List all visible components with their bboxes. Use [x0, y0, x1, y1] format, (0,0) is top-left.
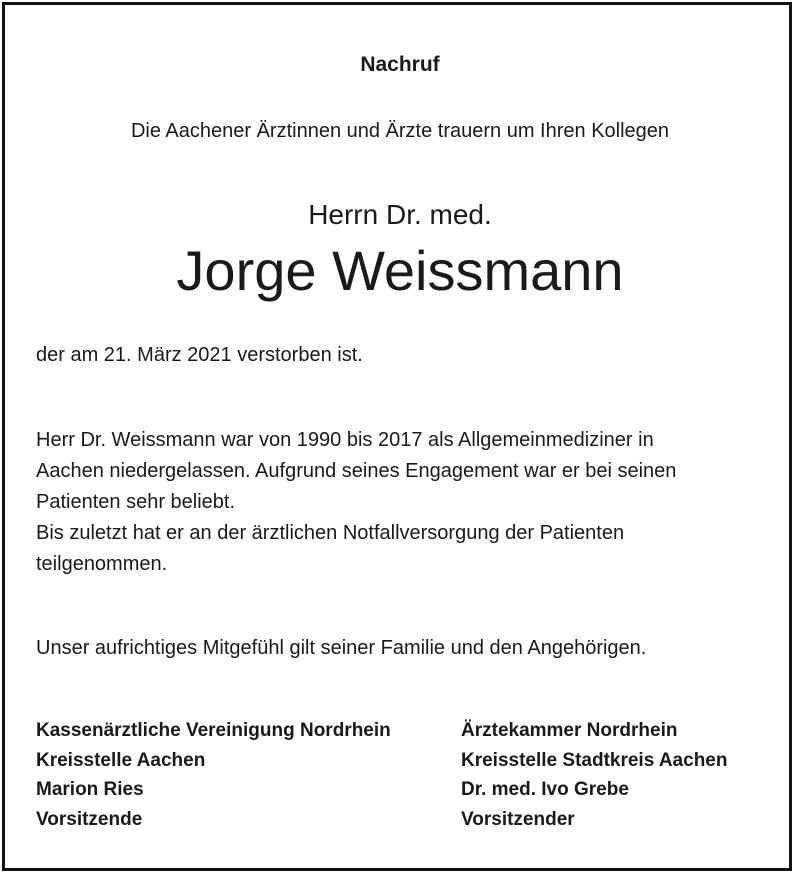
signature-block-left	[36, 716, 446, 834]
signature-branch: Kreisstelle Aachen	[36, 749, 206, 771]
intro-line: Die Aachener Ärztinnen und Ärzte trauern um Ihren Kollegen	[130, 120, 670, 142]
notice-title: Nachruf	[360, 53, 440, 76]
signature-role: Vorsitzende	[36, 808, 143, 830]
signature-role: Vorsitzender	[461, 808, 575, 830]
biography-line: Herr Dr. Weissmann war von 1990 bis 2017 als Allgemeinmediziner in	[36, 429, 654, 451]
biography-line: Bis zuletzt hat er an der ärztlichen Notfallversorgung der Patienten	[36, 522, 625, 544]
death-date-line: der am 21. März 2021 verstorben ist.	[36, 344, 363, 366]
biography-line: teilgenommen.	[36, 553, 168, 575]
condolence-line: Unser aufrichtiges Mitgefühl gilt seiner Familie und den Angehörigen.	[36, 637, 647, 659]
biography-paragraph	[36, 425, 776, 580]
salutation: Herrn Dr. med.	[308, 199, 492, 230]
biography-line: Aachen niedergelassen. Aufgrund seines Engagement war er bei seinen	[36, 460, 677, 482]
signature-organization: Kassenärztliche Vereinigung Nordrhein	[36, 720, 391, 741]
signature-branch: Kreisstelle Stadtkreis Aachen	[461, 749, 728, 771]
signature-person: Dr. med. Ivo Grebe	[461, 779, 629, 800]
biography-line: Patienten sehr beliebt.	[36, 491, 236, 513]
signature-organization: Ärztekammer Nordrhein	[461, 720, 678, 741]
signature-person: Marion Ries	[36, 779, 144, 800]
deceased-name: Jorge Weissmann	[176, 239, 624, 302]
signature-block-right	[461, 716, 781, 834]
